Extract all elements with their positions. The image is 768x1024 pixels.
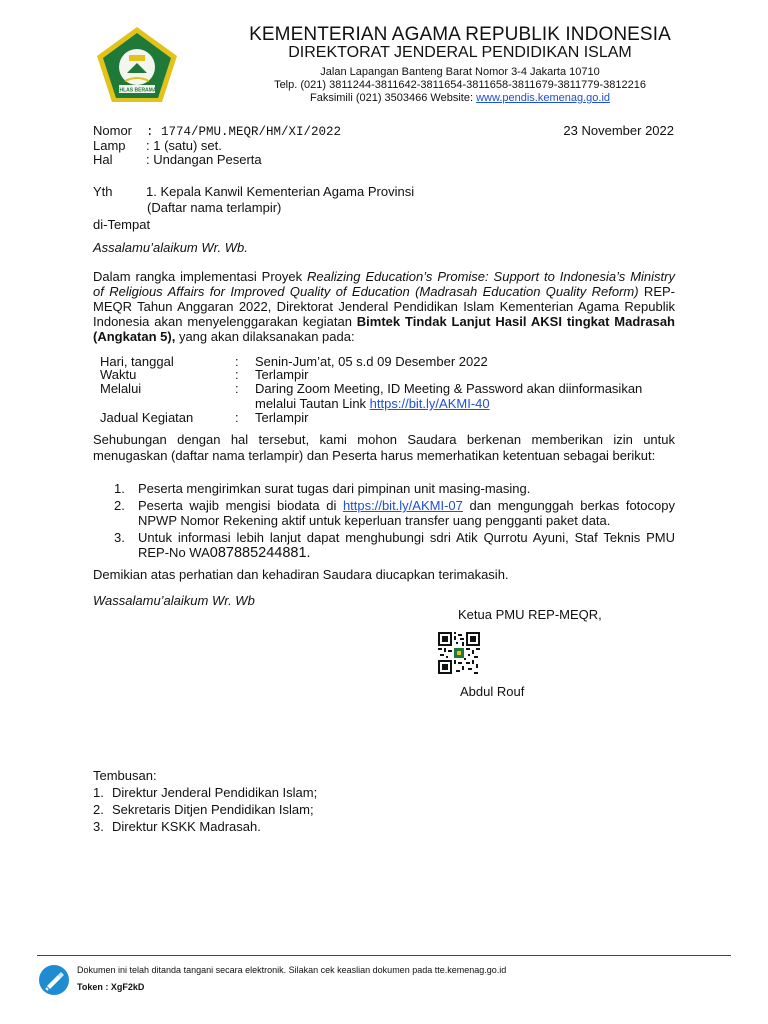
schedule-value: Terlampir <box>255 410 309 425</box>
intro-part-2: REP-MEQR Tahun Anggaran 2022, Direktorat Jenderal Pendidikan Islam Kementerian Agama Republik Indonesia akan menyelenggarakan kegiatan <box>93 284 675 329</box>
project-name: Realizing Education’s Promise: Support to Indonesia’s Ministry of Religious Affairs for Improved Quality of Education (Madrasah Education Quality Reform) <box>93 269 675 299</box>
time-value: Terlampir <box>255 367 309 382</box>
event-details <box>0 354 768 429</box>
cc-num: 1. <box>93 785 104 800</box>
req-3-num: 3. <box>114 530 125 545</box>
office-fax-web <box>190 92 730 105</box>
recipient-place: di-Tempat <box>93 217 151 232</box>
cc-text: Sekretaris Ditjen Pendidikan Islam; <box>112 802 314 817</box>
req-2-text-b: dan mengunggah berkas fotocopy NPWP Nomor Rekening aktif untuk keperluan transfer uang pengganti paket data. <box>138 498 675 528</box>
intro-part-1: Dalam rangka implementasi Proyek <box>93 269 308 284</box>
subject-row <box>93 152 262 167</box>
requirement-3 <box>93 530 675 561</box>
hal-value: : Undangan Peserta <box>146 152 262 167</box>
cc-item <box>93 801 317 818</box>
via-value <box>255 381 675 411</box>
signature-qr-code <box>438 632 480 674</box>
nomor-value: : 1774/PMU.MEQR/HM/XI/2022 <box>146 125 342 139</box>
ministry-logo <box>95 25 179 105</box>
zoom-link[interactable]: https://bit.ly/AKMI-40 <box>369 396 490 411</box>
recipient-row <box>93 184 414 199</box>
signatory-title: Ketua PMU REP-MEQR, <box>458 607 602 622</box>
request-paragraph: Sehubungan dengan hal tersebut, kami mohon Saudara berkenan memberikan izin untuk menugaskan (daftar nama terlampir) dan Peserta harus memerhatikan ketentuan sebagai berikut: <box>93 432 675 463</box>
schedule-colon: : <box>235 410 239 425</box>
biodata-link[interactable]: https://bit.ly/AKMI-07 <box>342 498 463 513</box>
via-text: Daring Zoom Meeting, ID Meeting & Password akan diinformasikan melalui Tautan Link <box>255 381 643 411</box>
via-colon: : <box>235 381 239 396</box>
contact-phone: 087885244881. <box>209 545 311 561</box>
intro-paragraph <box>93 269 675 344</box>
fax-text: Faksimili (021) 3503466 Website: <box>309 92 477 104</box>
cc-num: 2. <box>93 802 104 817</box>
cc-text: Direktur KSKK Madrasah. <box>112 819 261 834</box>
lamp-value: : 1 (satu) set. <box>146 138 222 153</box>
website-link[interactable]: www.pendis.kemenag.go.id <box>476 92 611 104</box>
requirement-1 <box>93 481 675 496</box>
requirement-2 <box>93 498 675 528</box>
cc-item <box>93 784 317 801</box>
recipient-line-1: 1. Kepala Kanwil Kementerian Agama Provinsi <box>146 184 415 199</box>
req-1-text: Peserta mengirimkan surat tugas dari pimpinan unit masing-masing. <box>138 481 531 496</box>
lamp-label: Lamp <box>93 138 126 153</box>
logo-motto: IKHLAS BERAMAL <box>114 87 160 94</box>
attachment-row <box>93 138 222 153</box>
cc-section <box>93 767 317 835</box>
activity-name: Bimtek Tindak Lanjut Hasil AKSI tingkat Madrasah (Angkatan 5), <box>93 314 675 344</box>
date-colon: : <box>235 354 239 369</box>
time-label: Waktu <box>100 367 137 382</box>
requirements-list <box>93 481 675 563</box>
ministry-name: KEMENTERIAN AGAMA REPUBLIK INDONESIA <box>249 24 671 45</box>
footer-divider <box>37 955 731 956</box>
date-label: Hari, tanggal <box>100 354 174 369</box>
req-2-num: 2. <box>114 498 125 513</box>
cc-label: Tembusan: <box>93 768 157 783</box>
cc-num: 3. <box>93 819 104 834</box>
cc-text: Direktur Jenderal Pendidikan Islam; <box>112 785 318 800</box>
e-signature-logo-icon <box>38 964 70 996</box>
cc-item <box>93 818 317 835</box>
time-colon: : <box>235 367 239 382</box>
e-signature-notice: Dokumen ini telah ditanda tangani secara elektronik. Silakan cek keaslian dokumen pada tte.kemenag.go.id <box>77 965 507 975</box>
office-address: Jalan Lapangan Banteng Barat Nomor 3-4 Jakarta 10710 <box>320 66 600 78</box>
nomor-label: Nomor <box>93 123 133 138</box>
greeting: Assalamu’alaikum Wr. Wb. <box>93 240 248 255</box>
schedule-label: Jadual Kegiatan <box>100 410 194 425</box>
hal-label: Hal <box>93 152 113 167</box>
yth-label: Yth <box>93 184 113 199</box>
req-1-num: 1. <box>114 481 125 496</box>
via-label: Melalui <box>100 381 142 396</box>
signatory-name: Abdul Rouf <box>460 684 525 699</box>
verification-token: Token : XgF2kD <box>77 982 145 992</box>
valediction: Wassalamu’alaikum Wr. Wb <box>93 593 255 608</box>
directorate-name: DIREKTORAT JENDERAL PENDIDIKAN ISLAM <box>288 44 632 61</box>
req-2-text-a: Peserta wajib mengisi biodata di <box>138 498 343 513</box>
req-3-text: Untuk informasi lebih lanjut dapat menghubungi sdri Atik Qurrotu Ayuni, Staf Teknis PMU REP-No WA <box>138 530 675 560</box>
recipient-line-2: (Daftar nama terlampir) <box>147 200 282 215</box>
closing-paragraph: Demikian atas perhatian dan kehadiran Saudara diucapkan terimakasih. <box>93 567 509 582</box>
date-value: Senin-Jum’at, 05 s.d 09 Desember 2022 <box>255 354 488 369</box>
office-phone: Telp. (021) 3811244-3811642-3811654-3811658-3811679-3811779-3812216 <box>274 79 646 91</box>
intro-part-3: yang akan dilaksanakan pada: <box>175 329 355 344</box>
letter-date: 23 November 2022 <box>563 123 674 138</box>
